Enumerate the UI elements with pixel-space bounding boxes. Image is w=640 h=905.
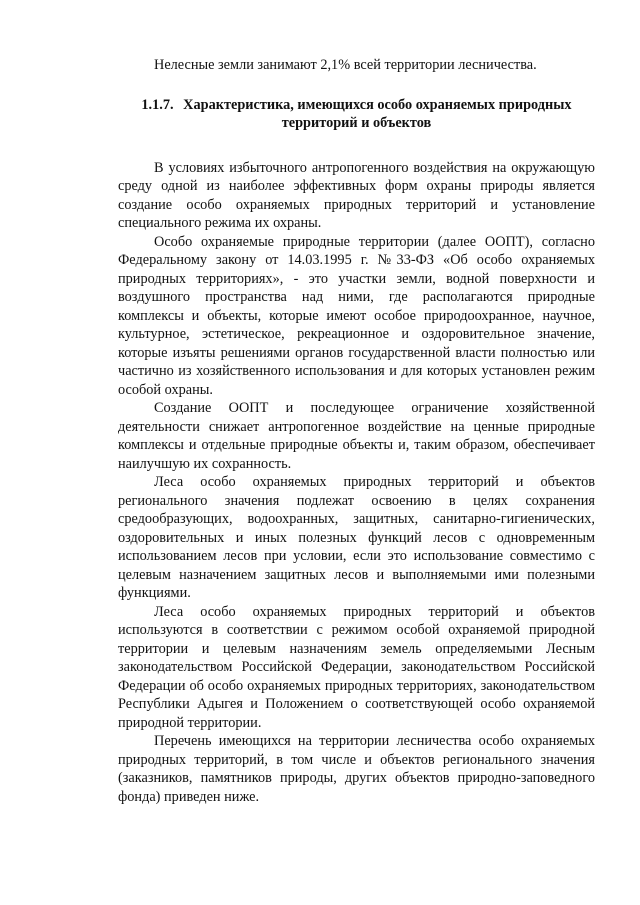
intro-line: Нелесные земли занимают 2,1% всей территории лесничества.: [154, 57, 537, 73]
document-page: [118, 0, 595, 806]
paragraph-5: Леса особо охраняемых природных территорий и объектов используются в соответствии с режимом особой охраняемой природной территории и целевым назначениям земель определяемыми Лесным законодательством Российской Федерации, законодательством Российской Федерации об особо охраняемых природных территориях, законодательством Республики Адыгея и Положением о соответствующей особо охраняемой природной территории.: [118, 603, 595, 731]
paragraph-2: Особо охраняемые природные территории (далее ООПТ), согласно Федеральному закону от 14.03.1995 г. №33-ФЗ «Об особо охраняемых природных территориях», - это участки земли, водной поверхности и воздушного пространства над ними, где располагаются природные комплексы и объекты, которые имеют особое природоохранное, научное, культурное, эстетическое, рекреационное и оздоровительное значение, которые изъяты решениями органов государственной власти полностью или частично из хозяйственного использования и для которых установлен режим особой охраны.: [118, 233, 595, 398]
paragraph-1: В условиях избыточного антропогенного воздействия на окружающую среду одной из наиболее эффективных форм охраны природы является создание особо охраняемых природных территорий и установление специального режима их охраны.: [118, 159, 595, 231]
section-body: [118, 159, 595, 807]
paragraph-3: Создание ООПТ и последующее ограничение хозяйственной деятельности снижает антропогенное воздействие на ценные природные комплексы и отдельные природные объекты и, таким образом, обеспечивает наилучшую их сохранность.: [118, 400, 595, 472]
section-heading: [118, 96, 595, 133]
paragraph-4: Леса особо охраняемых природных территорий и объектов регионального значения подлежат освоению в целях сохранения средообразующих, водоохранных, защитных, санитарно-гигиенических, оздоровительных и иных полезных функций лесов с одновременным использованием лесов при условии, если это использование совместимо с целевым назначением защитных лесов и выполняемыми ими полезными функциями.: [118, 474, 595, 601]
paragraph-6: Перечень имеющихся на территории лесничества особо охраняемых природных территорий, в том числе и объектов регионального значения (заказников, памятников природы, других объектов природно-заповедного фонда) приведен ниже.: [118, 733, 595, 805]
section-number: 1.1.7.: [141, 96, 174, 113]
section-title: Характеристика, имеющихся особо охраняемых природных территорий и объектов: [183, 96, 572, 131]
